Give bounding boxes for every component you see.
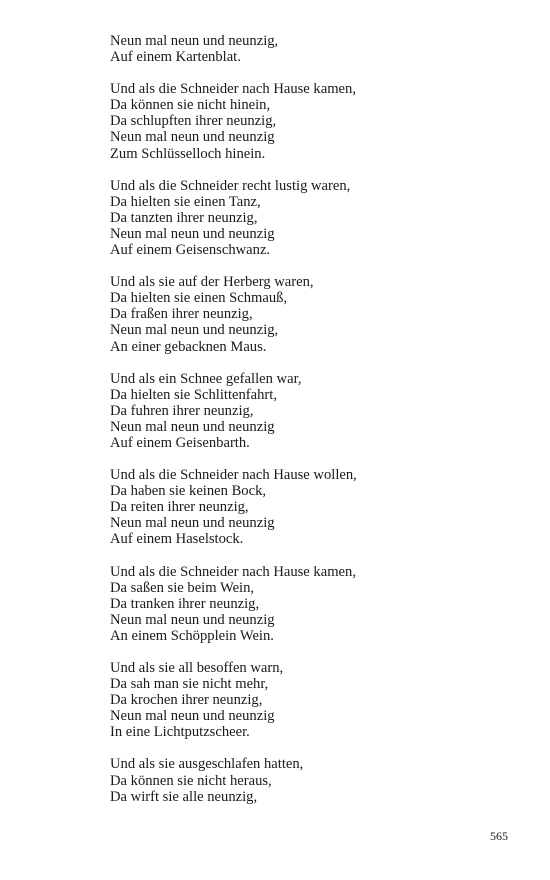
poem-line: Da reiten ihrer neunzig, <box>110 499 249 516</box>
poem-line: Da fraßen ihrer neunzig, <box>110 306 253 323</box>
poem-line: Neun mal neun und neunzig, <box>110 33 279 49</box>
poem-line: Und als sie auf der Herberg waren, <box>110 274 314 291</box>
poem-line: Neun mal neun und neunzig <box>110 515 275 532</box>
poem-line: Da sah man sie nicht mehr, <box>110 676 269 693</box>
poem-line: Da krochen ihrer neunzig, <box>110 692 263 709</box>
poem-line: In eine Lichtputzscheer. <box>110 724 250 741</box>
poem-line: Und als die Schneider recht lustig waren, <box>110 177 351 194</box>
stanza <box>110 467 510 547</box>
poem-line: Auf einem Kartenblat. <box>110 49 241 66</box>
poem-line: Da wirft sie alle neunzig, <box>110 788 258 805</box>
poem-line: Da können sie nicht hinein, <box>110 97 271 114</box>
poem-line: An einer gebacknen Maus. <box>110 338 267 355</box>
stanza <box>110 756 510 804</box>
poem-line: Und als sie ausgeschlafen hatten, <box>110 756 304 773</box>
poem-line: Auf einem Geisenbarth. <box>110 434 250 451</box>
poem-line: Da haben sie keinen Bock, <box>110 483 267 500</box>
stanza <box>110 178 510 258</box>
poem-line: Und als die Schneider nach Hause kamen, <box>110 81 356 98</box>
poem-line: An einem Schöpplein Wein. <box>110 627 274 644</box>
poem-line: Neun mal neun und neunzig <box>110 418 275 435</box>
stanza <box>110 660 510 740</box>
poem-line: Neun mal neun und neunzig, <box>110 322 279 339</box>
poem-line: Zum Schlüsselloch hinein. <box>110 145 266 162</box>
poem-line: Und als die Schneider nach Hause wollen, <box>110 467 357 484</box>
poem-line: Da hielten sie einen Tanz, <box>110 193 261 210</box>
poem-line: Da saßen sie beim Wein, <box>110 579 255 596</box>
poem-line: Neun mal neun und neunzig <box>110 129 275 146</box>
stanza <box>110 81 510 161</box>
poem-line: Und als die Schneider nach Hause kamen, <box>110 563 356 580</box>
stanza <box>110 33 510 65</box>
poem-line: Neun mal neun und neunzig <box>110 225 275 242</box>
poem-line: Und als sie all besoffen warn, <box>110 660 284 676</box>
poem-line: Da fuhren ihrer neunzig, <box>110 402 254 419</box>
poem-line: Auf einem Geisenschwanz. <box>110 242 271 259</box>
poem-line: Da schlupften ihrer neunzig, <box>110 113 277 130</box>
poem-line: Neun mal neun und neunzig <box>110 611 275 628</box>
poem-line: Da hielten sie Schlittenfahrt, <box>110 386 277 403</box>
poem-text <box>110 33 510 821</box>
poem-line: Auf einem Haselstock. <box>110 531 244 548</box>
poem-line: Da tanzten ihrer neunzig, <box>110 209 258 226</box>
stanza <box>110 371 510 451</box>
poem-line: Und als ein Schnee gefallen war, <box>110 370 302 387</box>
poem-line: Da tranken ihrer neunzig, <box>110 595 260 612</box>
poem-line: Neun mal neun und neunzig <box>110 708 275 725</box>
page-number: 565 <box>490 829 508 843</box>
poem-line: Da können sie nicht heraus, <box>110 772 272 789</box>
stanza <box>110 274 510 354</box>
poem-line: Da hielten sie einen Schmauß, <box>110 290 288 307</box>
stanza <box>110 564 510 644</box>
